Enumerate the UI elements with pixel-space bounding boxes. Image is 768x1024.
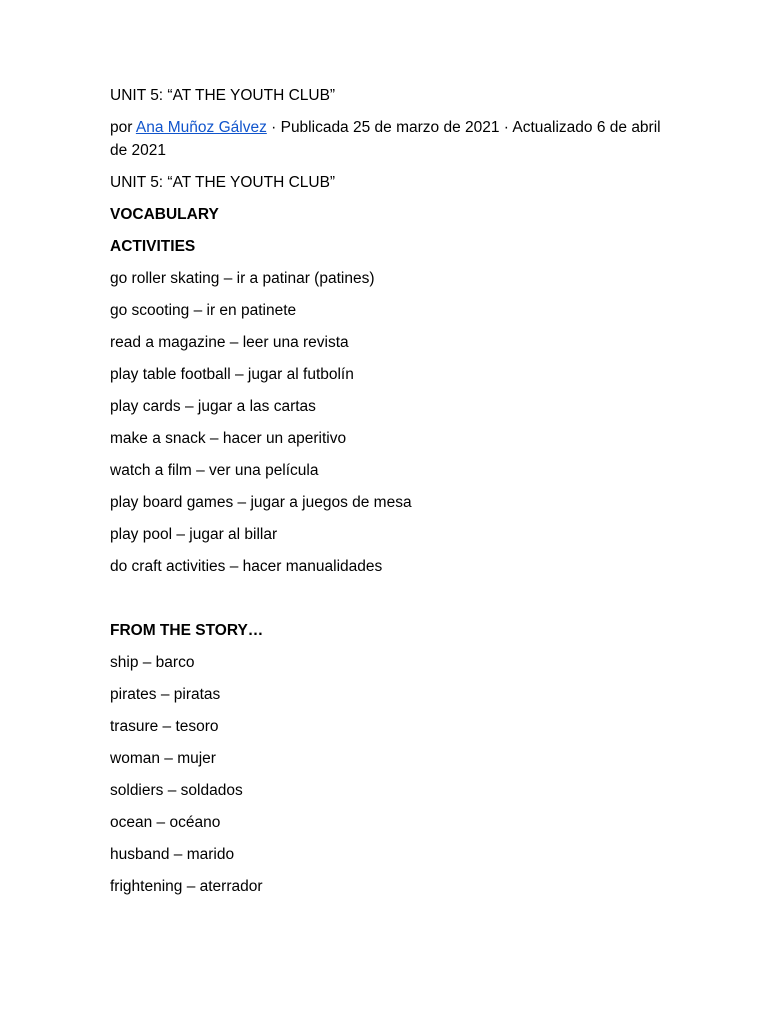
document-body xyxy=(110,84,670,907)
author-link[interactable]: Ana Muñoz Gálvez xyxy=(135,119,267,136)
byline-prefix: por xyxy=(110,119,136,136)
byline xyxy=(110,116,670,162)
activities-list xyxy=(110,267,670,578)
heading-story: FROM THE STORY… xyxy=(110,622,264,639)
list-item: go roller skating – ir a patinar (patines) xyxy=(110,270,375,287)
page-title: UNIT 5: “AT THE YOUTH CLUB” xyxy=(110,87,336,104)
list-item: woman – mujer xyxy=(110,750,216,767)
list-item: play pool – jugar al billar xyxy=(110,526,278,543)
unit-title: UNIT 5: “AT THE YOUTH CLUB” xyxy=(110,174,336,191)
heading-activities: ACTIVITIES xyxy=(110,238,196,255)
list-item: husband – marido xyxy=(110,846,235,863)
list-item: make a snack – hacer un aperitivo xyxy=(110,430,347,447)
heading-vocabulary: VOCABULARY xyxy=(110,206,219,223)
list-item: play board games – jugar a juegos de mesa xyxy=(110,494,412,511)
list-item: play table football – jugar al futbolín xyxy=(110,366,354,383)
list-item: read a magazine – leer una revista xyxy=(110,334,349,351)
story-words-list xyxy=(110,651,670,898)
list-item: trasure – tesoro xyxy=(110,718,219,735)
list-item: soldiers – soldados xyxy=(110,782,243,799)
section-spacer xyxy=(110,587,670,619)
list-item: do craft activities – hacer manualidades xyxy=(110,558,383,575)
list-item: play cards – jugar a las cartas xyxy=(110,398,316,415)
list-item: frightening – aterrador xyxy=(110,878,263,895)
list-item: pirates – piratas xyxy=(110,686,221,703)
list-item: ocean – océano xyxy=(110,814,221,831)
byline-dates: · Publicada 25 de marzo de 2021 · Actualizado 6 de abril de 2021 xyxy=(110,119,661,159)
list-item: ship – barco xyxy=(110,654,195,671)
list-item: go scooting – ir en patinete xyxy=(110,302,297,319)
list-item: watch a film – ver una película xyxy=(110,462,319,479)
